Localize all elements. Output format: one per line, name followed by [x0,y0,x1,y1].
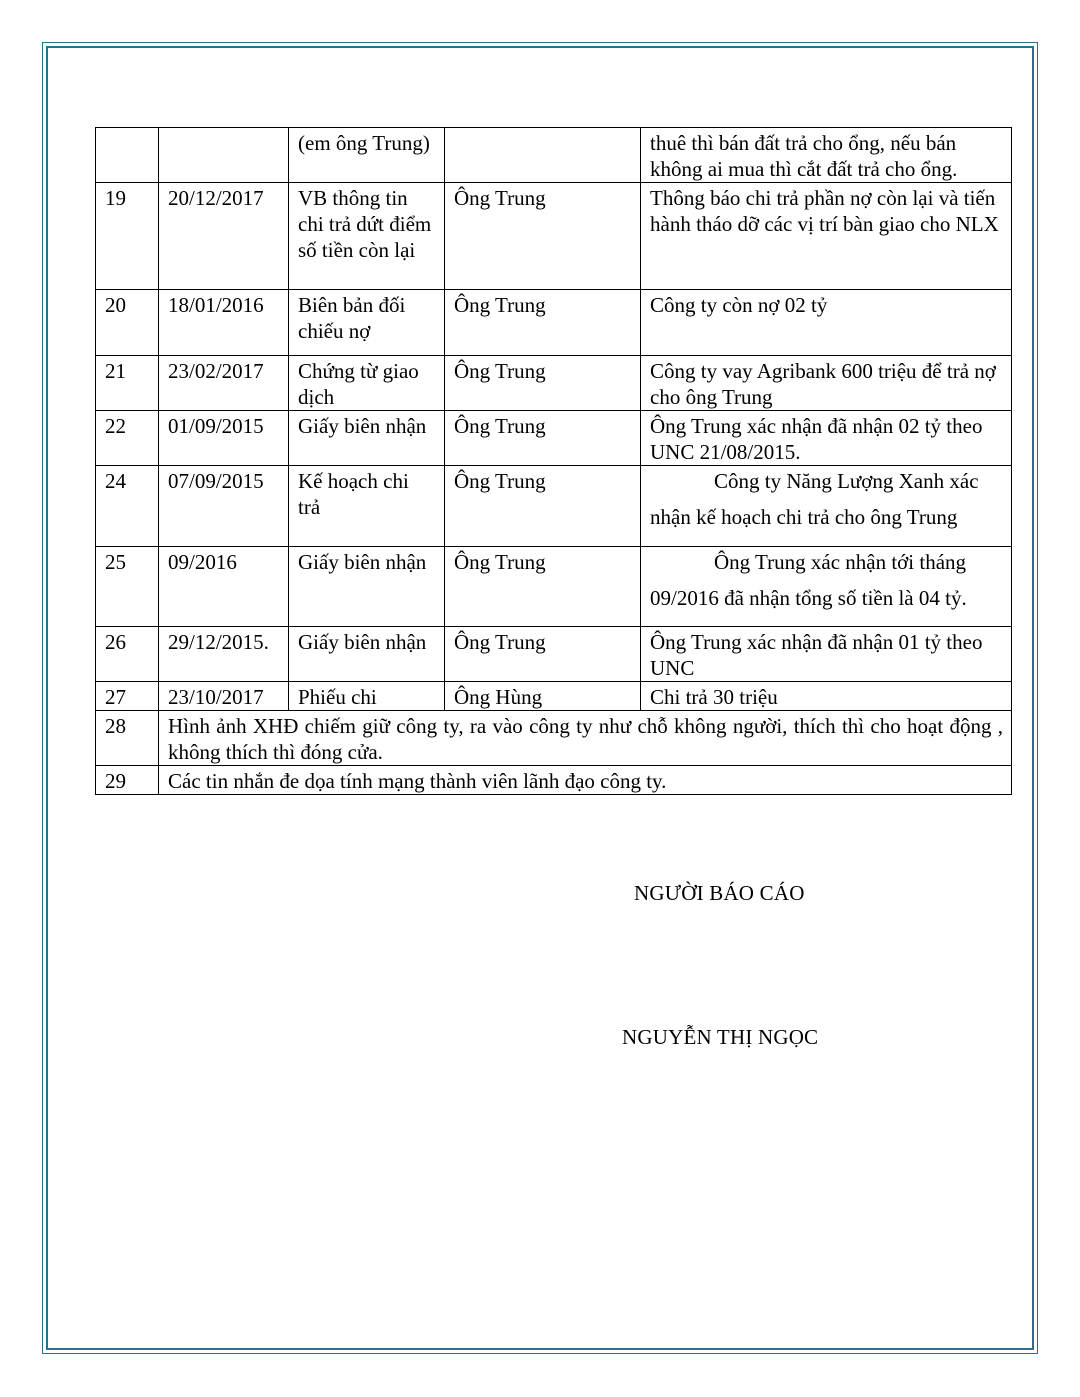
content-paragraph: Công ty Năng Lượng Xanh xác [714,469,979,493]
cell-content [641,547,1012,627]
cell-content: Công ty vay Agribank 600 triệu để trả nợ cho ông Trung [641,356,1012,411]
cell-document: (em ông Trung) [289,128,445,183]
cell-document: Chứng từ giao dịch [289,356,445,411]
cell-document: Phiếu chi [289,682,445,711]
cell-date [159,128,289,183]
cell-party [445,128,641,183]
cell-party: Ông Trung [445,356,641,411]
cell-document: VB thông tin chi trả dứt điểm số tiền còn lại [289,183,445,290]
cell-date: 18/01/2016 [159,290,289,356]
table-row [96,183,1012,290]
cell-no: 26 [96,627,159,682]
cell-content: Công ty còn nợ 02 tỷ [641,290,1012,356]
table-row [96,290,1012,356]
cell-party: Ông Trung [445,290,641,356]
cell-no: 22 [96,411,159,466]
cell-merged-content: Hình ảnh XHĐ chiếm giữ công ty, ra vào công ty như chỗ không người, thích thì cho hoạt động , không thích thì đóng cửa. [159,711,1012,766]
cell-party: Ông Trung [445,183,641,290]
cell-document: Giấy biên nhận [289,547,445,627]
cell-no: 28 [96,711,159,766]
reporter-name: NGUYỄN THỊ NGỌC [622,1025,819,1049]
table-row [96,128,1012,183]
reporter-title: NGƯỜI BÁO CÁO [634,881,805,905]
table-row [96,356,1012,411]
cell-party: Ông Hùng [445,682,641,711]
content-paragraph: nhận kế hoạch chi trả cho ông Trung [650,505,958,529]
cell-no: 29 [96,766,159,795]
cell-party: Ông Trung [445,547,641,627]
cell-document: Giấy biên nhận [289,411,445,466]
cell-party: Ông Trung [445,627,641,682]
table-row [96,466,1012,547]
cell-document: Biên bản đối chiếu nợ [289,290,445,356]
cell-content: thuê thì bán đất trả cho ổng, nếu bán không ai mua thì cắt đất trả cho ổng. [641,128,1012,183]
cell-no: 20 [96,290,159,356]
cell-date: 29/12/2015. [159,627,289,682]
cell-party: Ông Trung [445,411,641,466]
cell-party: Ông Trung [445,466,641,547]
cell-content: Ông Trung xác nhận đã nhận 02 tỷ theo UNC 21/08/2015. [641,411,1012,466]
table-row [96,766,1012,795]
cell-document: Kế hoạch chi trả [289,466,445,547]
cell-date: 23/10/2017 [159,682,289,711]
cell-document: Giấy biên nhận [289,627,445,682]
cell-no: 19 [96,183,159,290]
content-paragraph: 09/2016 đã nhận tổng số tiền là 04 tỷ. [650,586,967,610]
cell-no: 21 [96,356,159,411]
cell-no: 24 [96,466,159,547]
table-row [96,682,1012,711]
table-row [96,627,1012,682]
content-paragraph: Ông Trung xác nhận tới tháng [714,550,967,574]
cell-content [641,466,1012,547]
cell-content: Chi trả 30 triệu [641,682,1012,711]
cell-merged-content: Các tin nhắn đe dọa tính mạng thành viên lãnh đạo công ty. [159,766,1012,795]
cell-no: 27 [96,682,159,711]
cell-date: 23/02/2017 [159,356,289,411]
cell-no [96,128,159,183]
cell-date: 01/09/2015 [159,411,289,466]
cell-date: 07/09/2015 [159,466,289,547]
cell-date: 09/2016 [159,547,289,627]
cell-date: 20/12/2017 [159,183,289,290]
table-row [96,547,1012,627]
table-row [96,411,1012,466]
cell-no: 25 [96,547,159,627]
evidence-table [95,127,1012,795]
cell-content: Ông Trung xác nhận đã nhận 01 tỷ theo UNC [641,627,1012,682]
table-row [96,711,1012,766]
cell-content: Thông báo chi trả phần nợ còn lại và tiến hành tháo dỡ các vị trí bàn giao cho NLX [641,183,1012,290]
